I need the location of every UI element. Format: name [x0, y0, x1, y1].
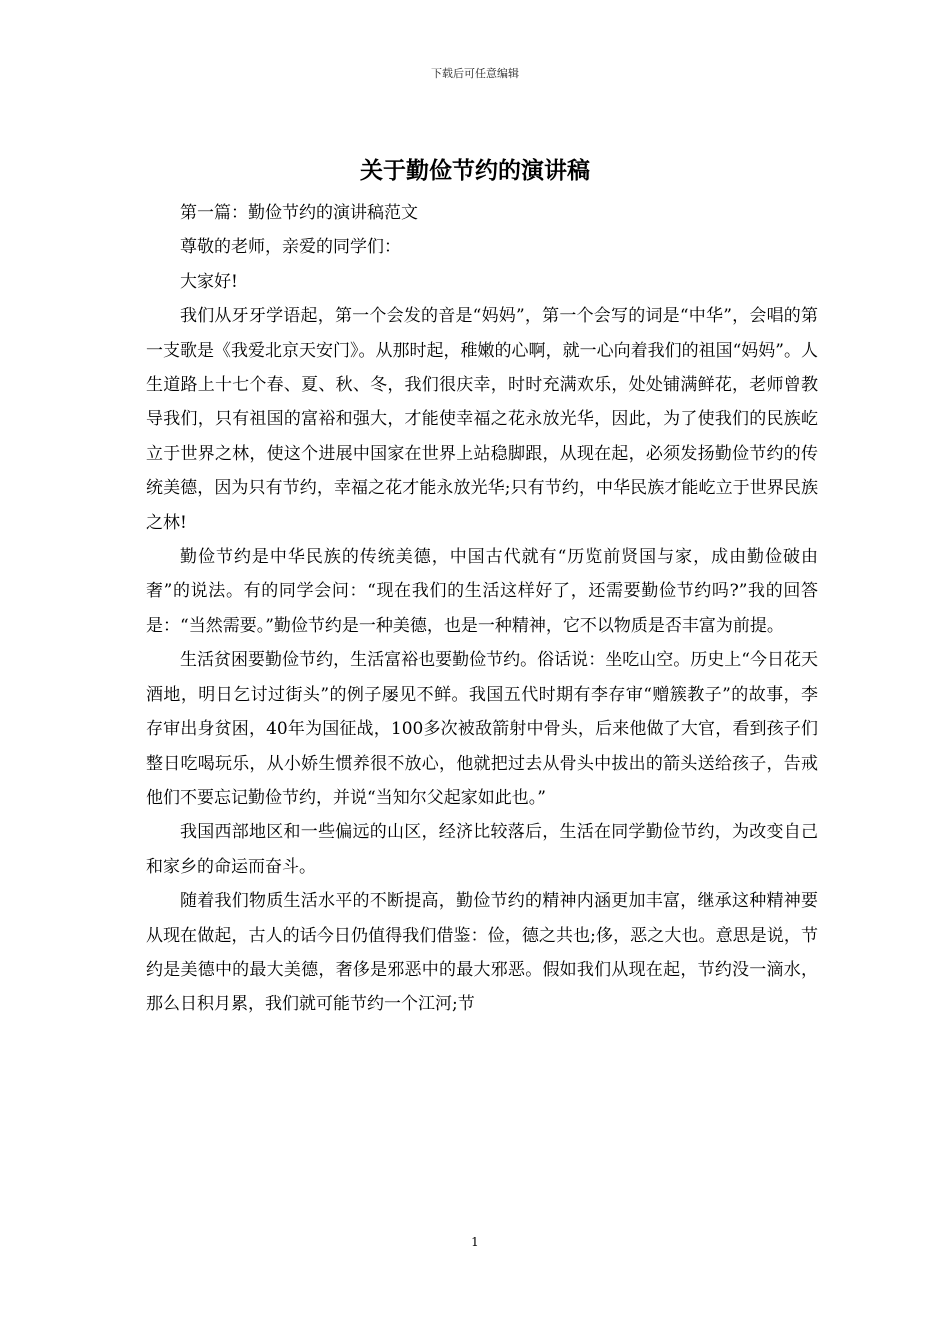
salutation: 尊敬的老师，亲爱的同学们：: [180, 237, 401, 258]
body-paragraph: 我国西部地区和一些偏远的山区，经济比较落后，生活在同学勤俭节约，为改变自己和家乡的命运而奋斗。: [146, 822, 818, 877]
section-heading: 第一篇：勤俭节约的演讲稿范文: [180, 203, 418, 223]
header-note: 下载后可任意编辑: [431, 67, 519, 80]
body-paragraph: 随着我们物质生活水平的不断提高，勤俭节约的精神内涵更加丰富，继承这种精神要从现在做起，古人的话今日仍值得我们借鉴：俭，德之共也;侈，恶之大也。意思是说，节约是美德中的最大美德，奢侈是邪恶中的最大邪恶。假如我们从现在起，节约没一滴水，那么日积月累，我们就可能节约一个江河;节: [146, 891, 818, 1015]
document-title: 关于勤俭节约的演讲稿: [360, 158, 590, 184]
body-paragraph: 我们从牙牙学语起，第一个会发的音是“妈妈”，第一个会写的词是“中华”，会唱的第一支歌是《我爱北京天安门》。从那时起，稚嫩的心啊，就一心向着我们的祖国“妈妈”。人生道路上十七个春、夏、秋、冬，我们很庆幸，时时充满欢乐，处处铺满鲜花，老师曾教导我们，只有祖国的富裕和强大，才能使幸福之花永放光华，因此，为了使我们的民族屹立于世界之林，使这个进展中国家在世界上站稳脚跟，从现在起，必须发扬勤俭节约的传统美德，因为只有节约，幸福之花才能永放光华;只有节约，中华民族才能屹立于世界民族之林!: [146, 306, 818, 533]
greeting: 大家好!: [180, 271, 238, 292]
page-number: 1: [471, 1235, 479, 1249]
body-paragraph: 勤俭节约是中华民族的传统美德，中国古代就有“历览前贤国与家，成由勤俭破由奢”的说法。有的同学会问：“现在我们的生活这样好了，还需要勤俭节约吗?”我的回答是：“当然需要。”勤俭节约是一种美德，也是一种精神，它不以物质是否丰富为前提。: [146, 547, 818, 636]
body-paragraph: 生活贫困要勤俭节约，生活富裕也要勤俭节约。俗话说：坐吃山空。历史上“今日花天酒地，明日乞讨过街头”的例子屡见不鲜。我国五代时期有李存审“赠簇教子”的故事，李存审出身贫困，40年为国征战，100多次被敌箭射中骨头，后来他做了大官，看到孩子们整日吃喝玩乐，从小娇生惯养很不放心，他就把过去从骨头中拔出的箭头送给孩子，告戒他们不要忘记勤俭节约，并说“当知尔父起家如此也。”: [146, 650, 818, 808]
document-body: [146, 196, 818, 1022]
